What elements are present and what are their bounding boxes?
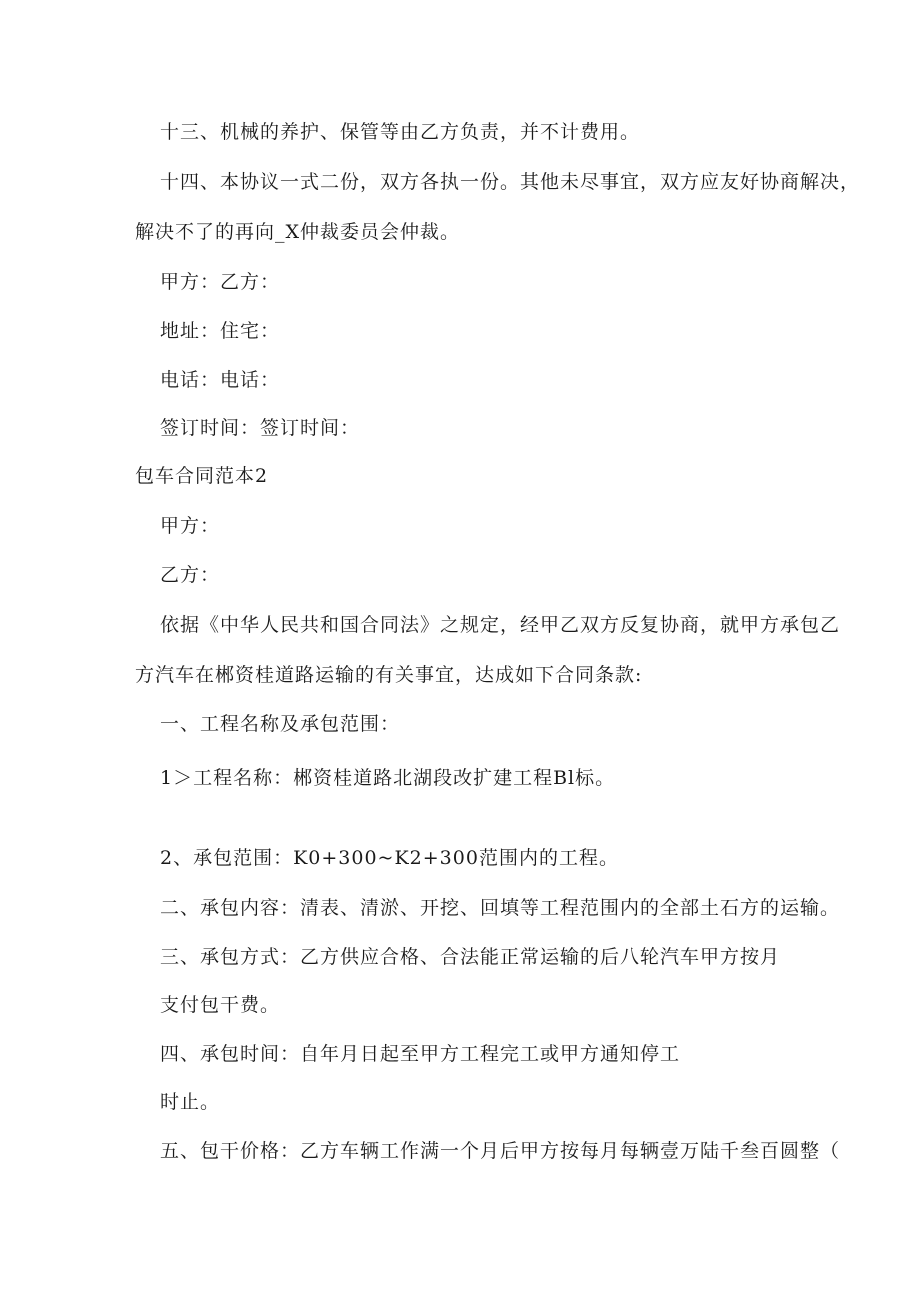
clause-14: 十四、本协议一式二份，双方各执一份。其他未尽事宜，双方应友好协商解决， (160, 171, 861, 193)
signature-address: 地址：住宅： (160, 320, 281, 342)
preamble-continued: 方汽车在郴资桂道路运输的有关事宜，达成如下合同条款: (135, 664, 643, 686)
article-1-item-2: 2、承包范围：K0+300~K2+300范围内的工程。 (160, 847, 619, 869)
clause-14-continued: 解决不了的再向_X仲裁委员会仲裁。 (135, 221, 461, 243)
clause-13: 十三、机械的养护、保管等由乙方负责，并不计费用。 (160, 121, 641, 143)
article-1-heading: 一、工程名称及承包范围： (160, 713, 401, 735)
article-4: 四、承包时间：自年月日起至甲方工程完工或甲方通知停工 (160, 1043, 681, 1065)
party-a: 甲方： (160, 515, 221, 537)
article-4-continued: 时止。 (160, 1091, 221, 1113)
signature-phone: 电话：电话： (160, 369, 281, 391)
article-3: 三、承包方式：乙方供应合格、合法能正常运输的后八轮汽车甲方按月 (160, 946, 781, 968)
preamble: 依据《中华人民共和国合同法》之规定，经甲乙双方反复协商，就甲方承包乙 (160, 614, 841, 636)
signature-date: 签订时间：签订时间： (160, 417, 361, 439)
section-heading: 包车合同范本2 (135, 465, 269, 487)
signature-party-a-b: 甲方：乙方： (160, 271, 281, 293)
article-2: 二、承包内容：清表、清淤、开挖、回填等工程范围内的全部土石方的运输。 (160, 897, 841, 919)
article-3-continued: 支付包干费。 (160, 994, 281, 1016)
article-1-item-1: 1＞工程名称：郴资桂道路北湖段改扩建工程Bl标。 (160, 767, 616, 789)
article-5: 五、包干价格：乙方车辆工作满一个月后甲方按每月每辆壹万陆千叁百圆整（ (160, 1140, 841, 1162)
party-b: 乙方： (160, 564, 221, 586)
